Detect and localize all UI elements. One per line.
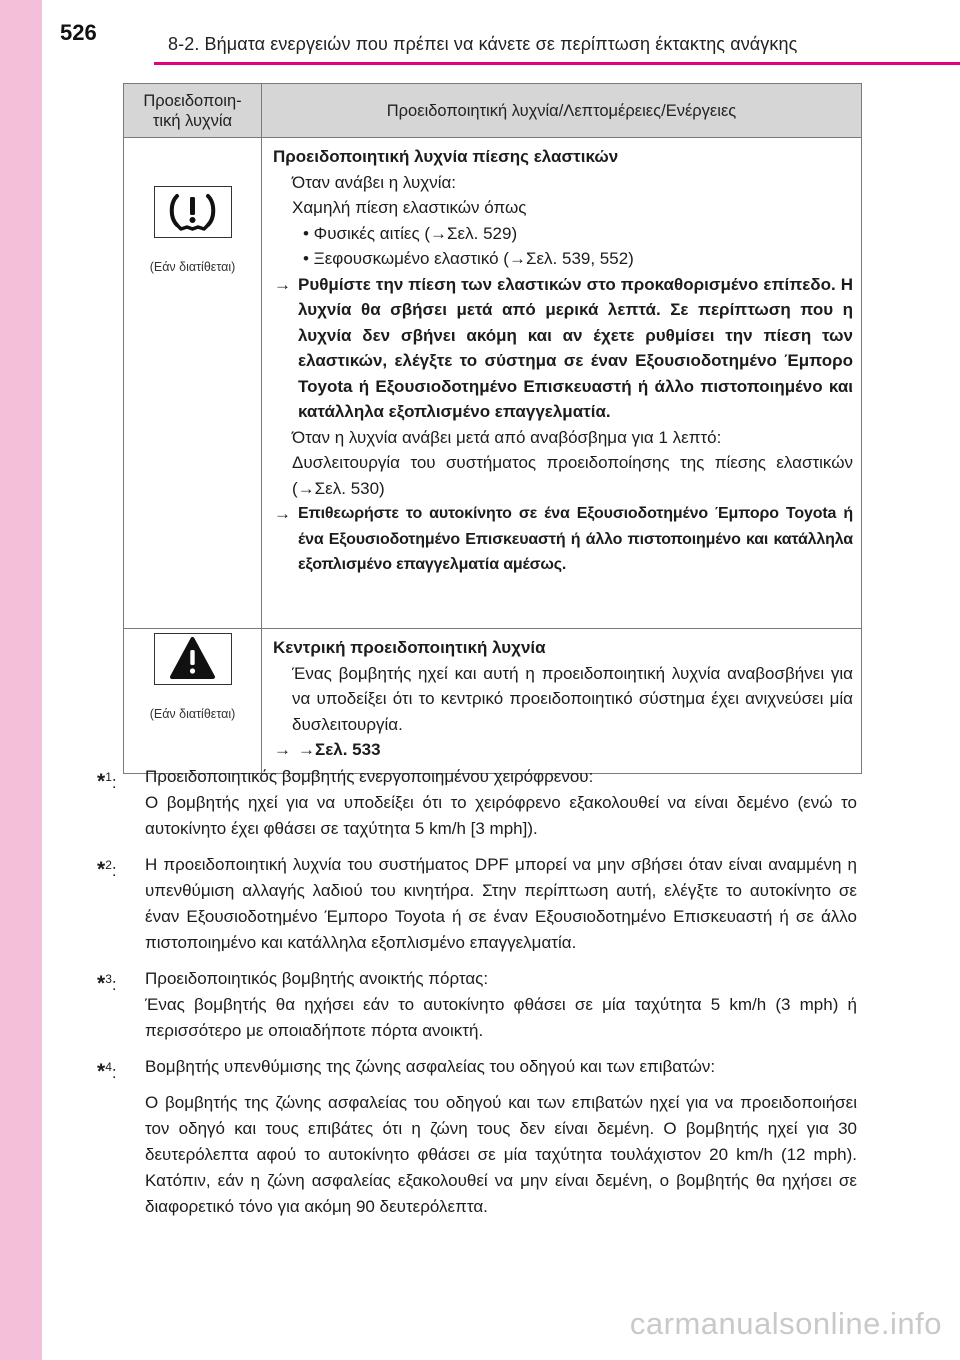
chapter-title: 8-2. Βήματα ενεργειών που πρέπει να κάνετε σε περίπτωση έκτακτης ανάγκης bbox=[168, 34, 798, 54]
details-cell bbox=[262, 138, 862, 629]
action-text: Ρυθμίστε την πίεση των ελαστικών στο προκαθορισμένο επίπεδο. Η λυχνία θα σβήσει μετά από μερικά λεπτά. Σε περίπτωση που η λυχνία δεν σβήνει ακόμη και αν έχετε ρυθμίσει την πίεση των ελαστικών, ελέγξτε το σύστημα σε έναν Εξουσιοδοτημένο Έμπορο Toyota ή Εξουσιοδοτημένο Επισκευαστή ή άλλο πιστοποιημένο και κατάλληλα εξοπλισμένο επαγγελματία. bbox=[298, 274, 853, 421]
table-header-row bbox=[124, 84, 862, 138]
watermark: carmanualsonline.info bbox=[629, 1306, 942, 1341]
action-row bbox=[273, 737, 853, 763]
footnote-body: Η προειδοποιητική λυχνία του συστήματος DPF μπορεί να μην σβήσει όταν είναι αναμμένη η υπενθύμιση αλλαγής λαδιού του κινητήρα. Στην περίπτωση αυτή, ελέγξτε το αυτοκίνητο σε έναν Εξουσιοδοτημένο Έμπορο Toyota ή σε έναν Εξουσιοδοτημένο Επισκευαστή ή σε άλλο πιστοποιημένο και κατάλληλα εξοπλισμένο επαγγελματία. bbox=[145, 855, 857, 952]
warning-light-table bbox=[123, 83, 862, 774]
details-cell bbox=[262, 629, 862, 774]
tire-pressure-warning-icon bbox=[154, 186, 232, 238]
footnote-marker: *$^1$: bbox=[97, 770, 117, 793]
condition-text: Ένας βομβητής ηχεί και αυτή η προειδοποιητική λυχνία αναβοσβήνει για να υποδείξει ότι το κεντρικό προειδοποιητικό σύστημα έχει ανιχνεύσει μία δυσλειτουργία. bbox=[292, 663, 853, 734]
availability-note: (Εάν διατίθεται) bbox=[149, 260, 236, 274]
column-header-details: Προειδοποιητική λυχνία/Λεπτομέρειες/Ενέργειες bbox=[262, 84, 862, 138]
arrow-icon: → bbox=[274, 740, 291, 759]
condition-text: Όταν η λυχνία ανάβει μετά από αναβόσβημα για 1 λεπτό: bbox=[292, 427, 722, 447]
light-title: Προειδοποιητική λυχνία πίεσης ελαστικών bbox=[273, 147, 619, 166]
footnote bbox=[97, 1054, 857, 1220]
footnote bbox=[97, 966, 857, 1044]
condition-text: Χαμηλή πίεση ελαστικών όπως bbox=[292, 198, 527, 217]
footnote-title: Προειδοποιητικός βομβητής ανοικτής πόρτας: bbox=[145, 969, 489, 988]
bullet-item: • Φυσικές αιτίες (→Σελ. 529) bbox=[303, 223, 518, 243]
footnote bbox=[97, 852, 857, 956]
footnote-title: Βομβητής υπενθύμισης της ζώνης ασφαλείας του οδηγού και των επιβατών: bbox=[145, 1057, 716, 1076]
footnote-body: Ο βομβητής ηχεί για να υποδείξει ότι το χειρόφρενο εξακολουθεί να είναι δεμένο (ενώ το αυτοκίνητο έχει φθάσει σε ταχύτητα 5 km/h [3 mph]). bbox=[145, 793, 857, 838]
footnote-marker: *$^2$: bbox=[97, 858, 117, 881]
table-row bbox=[124, 629, 862, 774]
footnotes bbox=[97, 764, 857, 1230]
condition-text: Δυσλειτουργία του συστήματος προειδοποίησης της πίεσης ελαστικών (→Σελ. 530) bbox=[292, 453, 853, 498]
footnote-body: Ο βομβητής της ζώνης ασφαλείας του οδηγού και των επιβατών ηχεί για να προειδοποιήσει τον οδηγό και τους επιβάτες ότι η ζώνη τους δεν είναι δεμένη. Ο βομβητής ηχεί για 30 δευτερόλεπτα αφού το αυτοκίνητο φθάσει σε μία ταχύτητα τουλάχιστον 20 km/h (12 mph). Κατόπιν, εάν η ζώνη ασφαλείας εξακολουθεί να μην είναι δεμένη, ο βομβητής θα ηχήσει σε διαφορετικό τόνο για ακόμη 90 δευτερόλεπτα. bbox=[145, 1093, 857, 1216]
page-reference: →Σελ. 533 bbox=[298, 740, 381, 759]
master-warning-triangle-icon bbox=[154, 633, 232, 685]
footnote-marker: *$^3$: bbox=[97, 972, 117, 995]
icon-cell bbox=[124, 138, 262, 629]
bullet-item: • Ξεφουσκωμένο ελαστικό (→Σελ. 539, 552) bbox=[303, 249, 634, 268]
chapter-side-tab bbox=[0, 0, 42, 1360]
light-title: Κεντρική προειδοποιητική λυχνία bbox=[273, 638, 546, 657]
icon-cell bbox=[124, 629, 262, 774]
arrow-icon: → bbox=[274, 504, 291, 523]
page-header bbox=[42, 0, 960, 62]
action-row bbox=[273, 272, 853, 425]
column-header-warning-light: Προειδοποιη- τική λυχνία bbox=[124, 84, 262, 138]
arrow-icon: → bbox=[274, 274, 291, 294]
footnote-title: Προειδοποιητικός βομβητής ενεργοποιημένου χειρόφρενου: bbox=[145, 767, 594, 786]
footnote bbox=[97, 764, 857, 842]
table-row bbox=[124, 138, 862, 629]
action-row bbox=[273, 501, 853, 578]
footnote-body: Ένας βομβητής θα ηχήσει εάν το αυτοκίνητο φθάσει σε μία ταχύτητα 5 km/h (3 mph) ή περισσότερο με οποιαδήποτε πόρτα ανοικτή. bbox=[145, 995, 857, 1040]
availability-note: (Εάν διατίθεται) bbox=[149, 707, 236, 721]
footnote-marker: *$^4$: bbox=[97, 1060, 117, 1083]
condition-text: Όταν ανάβει η λυχνία: bbox=[292, 172, 457, 192]
page-number: 526 bbox=[60, 20, 97, 45]
header-rule bbox=[154, 62, 960, 65]
action-text: Επιθεωρήστε το αυτοκίνητο σε ένα Εξουσιοδοτημένο Έμπορο Toyota ή ένα Εξουσιοδοτημένο Επισκευαστή ή άλλο πιστοποιημένο και κατάλληλα εξοπλισμένο επαγγελματία αμέσως. bbox=[298, 505, 853, 573]
